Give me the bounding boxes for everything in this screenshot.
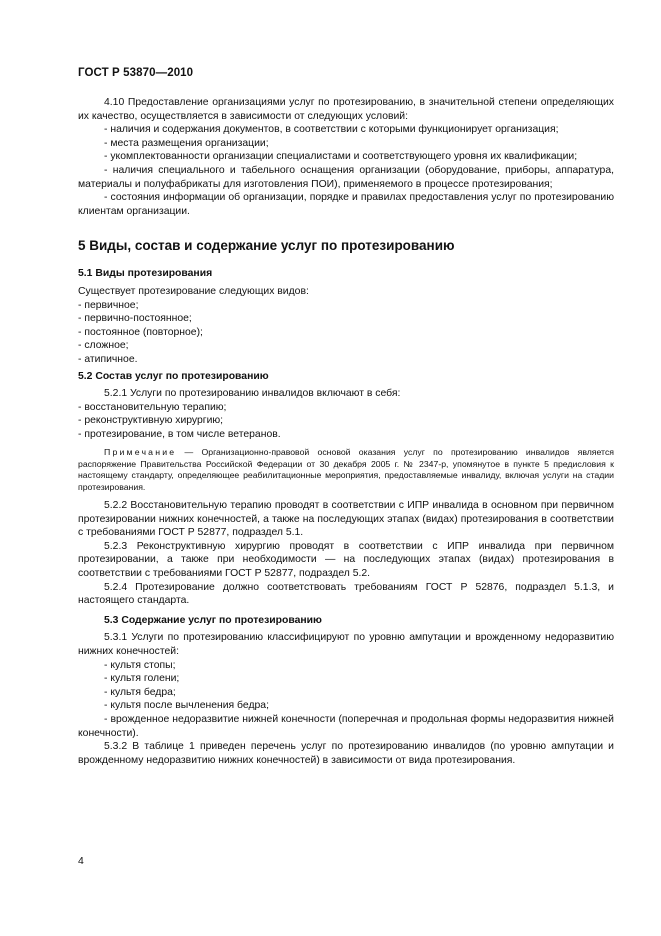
note-label: Примечание: [104, 447, 177, 458]
subsection-5-1-intro: Существует протезирование следующих видов:: [78, 285, 309, 297]
clause-5-2-1: 5.2.1 Услуги по протезированию инвалидов включают в себя:: [104, 388, 401, 400]
list-item: - состояния информации об организации, порядке и правилах предоставления услуг по протезированию клиентам организации.: [78, 192, 614, 217]
clause-5-3-2: 5.3.2 В таблице 1 приведен перечень услуг по протезированию инвалидов (по уровню ампутации и врожденному недоразвитию нижних конечностей) в зависимости от вида протезирования.: [78, 741, 614, 766]
list-item: - протезирование, в том числе ветеранов.: [78, 428, 281, 440]
document-body: [78, 96, 614, 767]
list-item: - культя после вычленения бедра;: [104, 700, 269, 712]
clause-5-2-3: 5.2.3 Реконструктивную хирургию проводят в соответствии с ИПР инвалида при первичном протезировании, а также при необходимости — на последующих этапах (видах) протезирования в соответствии с требованиями ГОСТ Р 52877, подраздел 5.2.: [78, 540, 614, 580]
list-item: - атипичное.: [78, 353, 138, 365]
note-text: — Организационно-правовой основой оказания услуг по протезированию инвалидов является распоряжение Правительства Российской Федерации от 30 декабря 2005 г. № 2347-р, упомянутое в пункте 5 предисловия к настоящему стандарту, определяющее реабилитационные мероприятия, предоставляемые инвалиду, включая услуги на стадии протезирования.: [78, 447, 614, 492]
subsection-5-1-title: 5.1 Виды протезирования: [78, 268, 213, 280]
subsection-5-3-title: 5.3 Содержание услуг по протезированию: [104, 614, 322, 626]
list-item: - постоянное (повторное);: [78, 326, 203, 338]
list-item: - культя бедра;: [104, 686, 176, 698]
clause-5-2-2: 5.2.2 Восстановительную терапию проводят в соответствии с ИПР инвалида в основном при первичном протезировании нижних конечностей, а также на последующих этапах (видах) протезирования в соответствии с требованиями ГОСТ Р 52877, подраздел 5.1.: [78, 500, 614, 539]
section-5-title: 5 Виды, состав и содержание услуг по протезированию: [78, 238, 455, 254]
note-paragraph: [78, 447, 614, 493]
document-header: ГОСТ Р 53870—2010: [78, 67, 194, 79]
list-item: - сложное;: [78, 340, 129, 352]
subsection-5-2-title: 5.2 Состав услуг по протезированию: [78, 370, 269, 382]
list-item: - первично-постоянное;: [78, 313, 192, 325]
clause-5-3-1: 5.3.1 Услуги по протезированию классифицируют по уровню ампутации и врожденному недоразвитию нижних конечностей:: [78, 632, 614, 658]
list-item: - места размещения организации;: [104, 137, 269, 149]
list-item: - укомплектованности организации специалистами и соответствующего уровня их квалификации;: [104, 151, 578, 163]
list-item: - восстановительную терапию;: [78, 401, 227, 413]
list-item: - первичное;: [78, 299, 139, 311]
clause-5-2-4: 5.2.4 Протезирование должно соответствовать требованиям ГОСТ Р 52876, подраздел 5.1.3, и настоящего стандарта.: [78, 581, 614, 607]
list-item: - наличия специального и табельного оснащения организации (оборудование, приборы, аппаратура, материалы и полуфабрикаты для изготовления ПОИ), применяемого в процессе протезирования;: [78, 164, 614, 190]
list-item: - наличия и содержания документов, в соответствии с которыми функционирует организация;: [104, 124, 559, 136]
list-item: - культя стопы;: [104, 659, 176, 671]
list-item: - реконструктивную хирургию;: [78, 415, 224, 427]
list-item: - культя голени;: [104, 673, 180, 685]
list-item: - врожденное недоразвитие нижней конечности (поперечная и продольная формы недоразвития нижней конечности).: [78, 714, 614, 739]
page-number: 4: [78, 856, 84, 867]
clause-4-10-intro: 4.10 Предоставление организациями услуг по протезированию, в значительной степени определяющих их качество, осуществляется в зависимости от следующих условий:: [78, 97, 614, 122]
